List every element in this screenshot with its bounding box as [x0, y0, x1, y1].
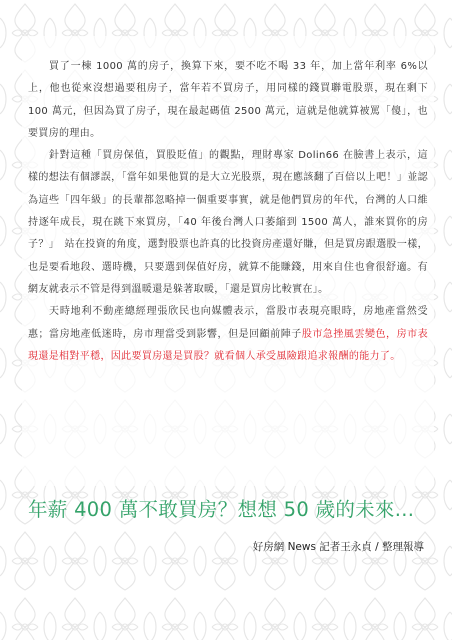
- article-byline: 好房網 News 記者王永貞 / 整理報導: [252, 541, 424, 553]
- paragraph-2: 針對這種「買房保值，買股貶值」的觀點，理財專家 Dolin66 在臉書上表示，這樣的想法有個謬誤，「當年如果他買的是大立光股票，現在應該翻了百倍以上吧！」並認為這些「四年級」的長輩都忽略掉一個重要事實，就是他們買房的年代，台灣的人口維持逐年成長，現在跳下來買房，「40 年後台灣人口萎縮到 1500 萬人，誰來買你的房子？」 站在投資的角度，選對股票也許真的比投資房產還好賺，但是買房跟選股一樣，也是要看地段、選時機，只要選到保值好房，就算不能賺錢，用來自住也會很舒適。有網友就表示不管是得到溫暖還是躲著取暖，「還是買房比較實在」。: [28, 150, 428, 295]
- article-body: [28, 56, 428, 368]
- paragraph-3-text: 天時地利不動產總經理張欣民也向媒體表示，當股市表現亮眼時，房地產當然受惠；當房地產低迷時，房市理當受到影響，但是回顧前陣子: [28, 306, 428, 340]
- paragraph-1: 買了一棟 1000 萬的房子，換算下來，要不吃不喝 33 年，加上當年利率 6%以上，他也從來沒想過要租房子，當年若不買房子，用同樣的錢買聯電股票，現在剩下 100 萬元，但因為買了房子，現在最起碼值 2500 萬元，這就是他就算被罵「傻」，也要買房的理由。: [28, 61, 428, 139]
- paragraph-3: [28, 301, 428, 368]
- article-headline: 年薪 400 萬不敢買房？想想 50 歲的未來...: [28, 498, 415, 521]
- paragraph-3-highlight: 股市急挫風雲變色，房市表現還是相對平穩，因此要買房還是買股？就看個人承受風險跟追求報酬的能力了。: [28, 328, 429, 362]
